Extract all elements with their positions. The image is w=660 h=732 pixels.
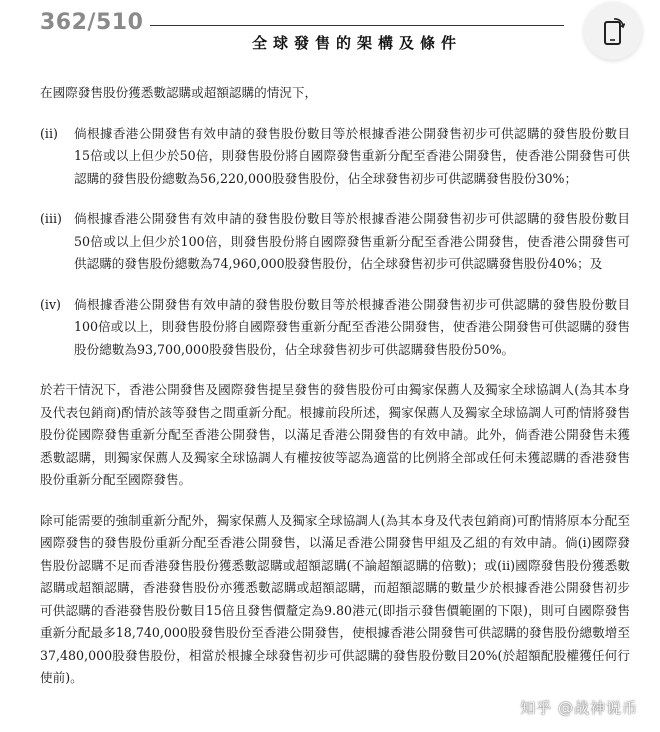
list-item [40, 294, 630, 362]
list-item [40, 208, 630, 276]
rotate-device-button[interactable] [584, 2, 642, 60]
list-item-number: (iii) [40, 211, 62, 226]
list-item-number: (ii) [40, 125, 58, 141]
reallocation-paragraph: 於若干情況下，香港公開發售及國際發售提呈發售的發售股份可由獨家保薦人及獨家全球協調人(為其本身及代表包銷商)酌情於該等發售之間重新分配。根據前段所述，獨家保薦人及獨家全球協調人可酌情將發售股份從國際發售重新分配至香港公開發售，以滿足香港公開發售的有效申請。此外，倘香港公開發售未獲悉數認購，則獨家保薦人及獨家全球協調人有權按彼等認為適當的比例將全部或任何未獲認購的香港發售股份重新分配至國際發售。 [40, 382, 630, 487]
header-rule [150, 25, 564, 26]
discretionary-reallocation-paragraph: 除可能需要的強制重新分配外，獨家保薦人及獨家全球協調人(為其本身及代表包銷商)可酌情將原本分配至國際發售的發售股份重新分配至香港公開發售，以滿足香港公開發售甲組及乙組的有效申請。倘(i)國際發售股份認購不足而香港發售股份獲悉數認購或超額認購(不論超額認購的倍數)；或(ii)國際發售股份獲悉數認購或超額認購，香港發售股份亦獲悉數認購或超額認購，而超額認購的數量少於根據香港公開發售初步可供認購的香港發售股份數目15倍且發售價釐定為9.80港元(即指示發售價範圍的下限)，則可自國際發售重新分配最多18,740,000股發售股份至香港公開發售，使根據香港公開發售可供認購的發售股份總數增至37,480,000股發售股份，相當於根據全球發售初步可供認購的發售股份數目20%(於超額配股權獲任何行使前)。 [40, 512, 630, 685]
phone-rotate-icon [600, 16, 626, 46]
list-item-text: 倘根據香港公開發售有效申請的發售股份數目等於根據香港公開發售初步可供認購的發售股份數目15倍或以上但少於50倍，則發售股份將自國際發售重新分配至香港公開發售，使香港公開發售可供認購的發售股份總數為56,220,000股發售股份，佔全球發售初步可供認購發售股份30%； [74, 125, 630, 186]
list-item [40, 123, 630, 191]
list-item-number: (iv) [40, 296, 61, 312]
list-item-text: 倘根據香港公開發售有效申請的發售股份數目等於根據香港公開發售初步可供認購的發售股份數目50倍或以上但少於100倍，則發售股份將自國際發售重新分配至香港公開發售，使香港公開發售可供認購的發售股份總數為74,960,000股發售股份，佔全球發售初步可供認購發售股份40%；及 [74, 211, 630, 271]
page-title: 全球發售的架構及條件 [251, 34, 462, 52]
watermark: 知乎 @战神说币 [520, 699, 638, 717]
document-body [40, 82, 630, 708]
intro-paragraph: 在國際發售股份獲悉數認購或超額認購的情況下， [40, 85, 318, 100]
page-counter: 362/510 [40, 10, 144, 35]
list-item-text: 倘根據香港公開發售有效申請的發售股份數目等於根據香港公開發售初步可供認購的發售股份數目100倍或以上，則發售股份將自國際發售重新分配至香港公開發售，使香港公開發售可供認購的發售股份總數為93,700,000股發售股份，佔全球發售初步可供認購發售股份50%。 [74, 296, 630, 357]
